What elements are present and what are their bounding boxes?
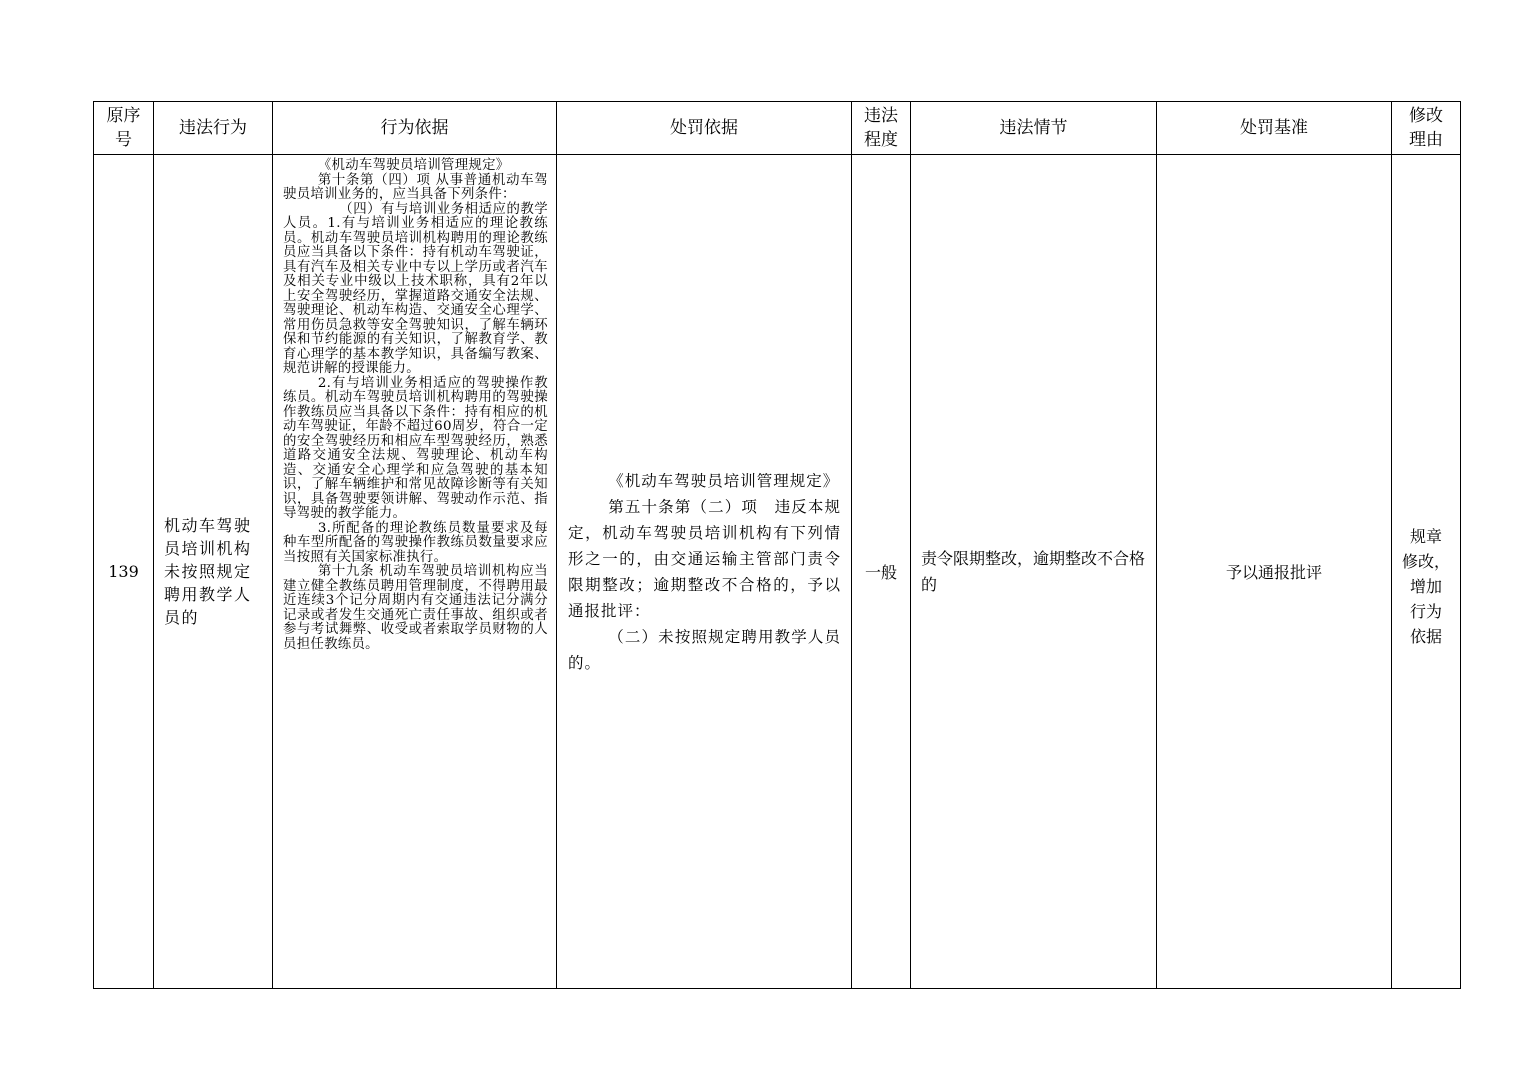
header-reason: 修改理由: [1392, 102, 1461, 155]
header-basis: 行为依据: [273, 102, 557, 155]
cell-basis: [273, 155, 557, 989]
table-row: [94, 155, 1461, 989]
header-degree: 违法程度: [852, 102, 911, 155]
cell-seq: 139: [94, 155, 154, 989]
cell-reason: [1392, 155, 1461, 989]
reason-line: 行为: [1409, 602, 1442, 621]
cell-standard: 予以通报批评: [1157, 155, 1392, 989]
header-row: [94, 102, 1461, 155]
penalty-paragraph: 第五十条第（二）项 违反本规定，机动车驾驶员培训机构有下列情形之一的，由交通运输主管部门责令限期整改；逾期整改不合格的，予以通报批评：: [568, 497, 841, 620]
cell-circumstance: 责令限期整改，逾期整改不合格的: [911, 155, 1157, 989]
reason-line: 依据: [1409, 627, 1442, 646]
header-act: 违法行为: [154, 102, 273, 155]
penalty-paragraph: （二）未按照规定聘用教学人员的。: [568, 627, 841, 672]
cell-degree: 一般: [852, 155, 911, 989]
header-penalty-basis: 处罚依据: [557, 102, 852, 155]
header-standard: 处罚基准: [1157, 102, 1392, 155]
penalty-paragraph: 《机动车驾驶员培训管理规定》: [608, 471, 840, 490]
reason-line: 规章: [1409, 527, 1442, 546]
header-seq: 原序号: [94, 102, 154, 155]
penalty-table: [93, 101, 1461, 989]
basis-paragraph: 2.有与培训业务相适应的驾驶操作教练员。机动车驾驶员培训机构聘用的驾驶操作教练员应当具备以下条件：持有相应的机动车驾驶证，年龄不超过60周岁，符合一定的安全驾驶经历和相应车型驾驶经历，熟悉道路交通安全法规、驾驶理论、机动车构造、交通安全心理学和应急驾驶的基本知识，了解车辆维护和常见故障诊断等有关知识，具备驾驶要领讲解、驾驶动作示范、指导驾驶的教学能力。: [283, 375, 548, 521]
basis-paragraph: 第十九条 机动车驾驶员培训机构应当建立健全教练员聘用管理制度，不得聘用最近连续3个记分周期内有交通违法记分满分记录或者发生交通死亡责任事故、组织或者参与考试舞弊、收受或者索取学员财物的人员担任教练员。: [283, 564, 548, 652]
basis-paragraph: （四）有与培训业务相适应的教学人员。1.有与培训业务相适应的理论教练员。机动车驾驶员培训机构聘用的理论教练员应当具备以下条件：持有机动车驾驶证，具有汽车及相关专业中专以上学历或者汽车及相关专业中级以上技术职称，具有2年以上安全驾驶经历，掌握道路交通安全法规、驾驶理论、机动车构造、交通安全心理学、常用伤员急救等安全驾驶知识，了解车辆环保和节约能源的有关知识，了解教育学、教育心理学的基本教学知识，具备编写教案、规范讲解的授课能力。: [283, 201, 548, 376]
basis-paragraph: 第十条第（四）项 从事普通机动车驾驶员培训业务的，应当具备下列条件：: [283, 172, 548, 202]
reason-line: 修改，: [1401, 552, 1450, 571]
cell-act: 机动车驾驶员培训机构未按照规定聘用教学人员的: [154, 155, 273, 989]
header-circumstance: 违法情节: [911, 102, 1157, 155]
cell-penalty-basis: [557, 155, 852, 989]
basis-paragraph: 3.所配备的理论教练员数量要求及每种车型所配备的驾驶操作教练员数量要求应当按照有关国家标准执行。: [283, 520, 548, 565]
reason-line: 增加: [1409, 577, 1442, 596]
basis-paragraph: 《机动车驾驶员培训管理规定》: [317, 158, 510, 173]
